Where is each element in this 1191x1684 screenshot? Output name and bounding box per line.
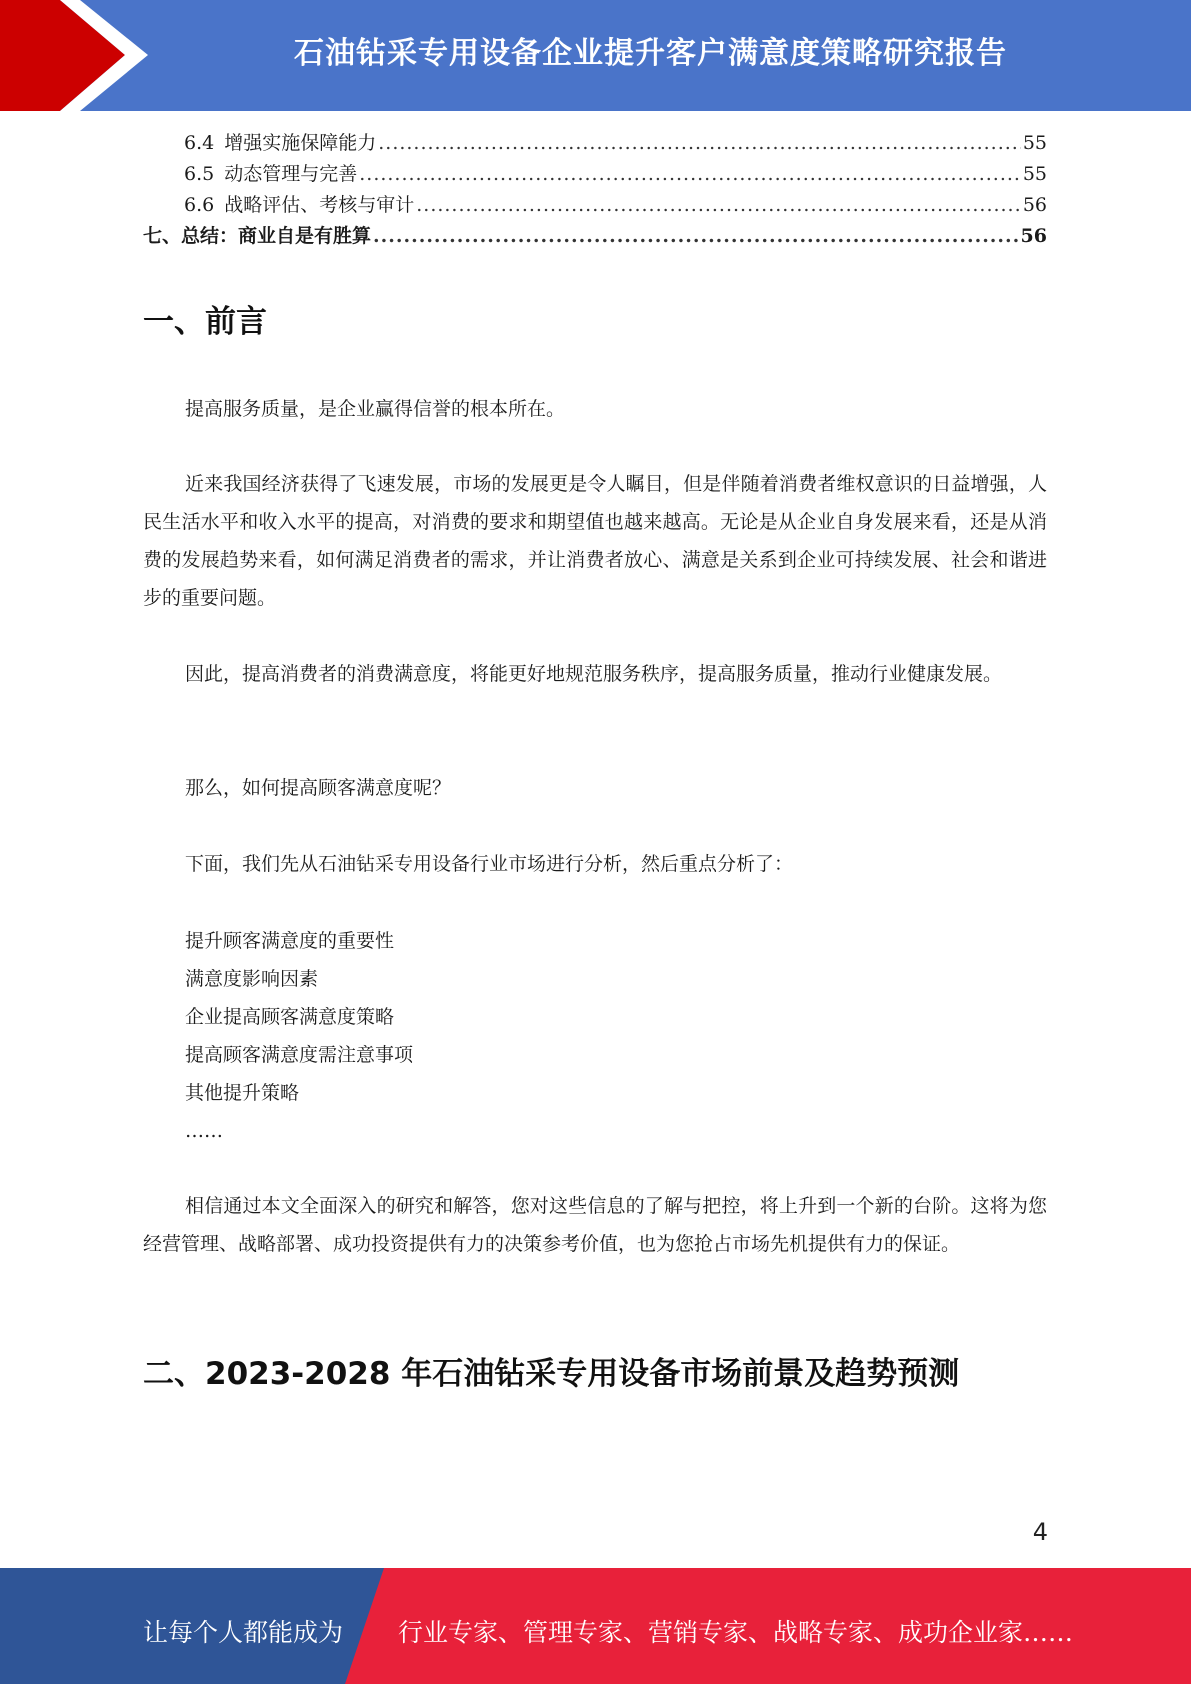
toc-entry[interactable] (143, 159, 1047, 190)
toc-entry-label: 七、总结：商业自是有胜算 (143, 225, 372, 247)
paragraph: 近来我国经济获得了飞速发展，市场的发展更是令人瞩目，但是伴随着消费者维权意识的日益增强，人民生活水平和收入水平的提高，对消费的要求和期望值也越来越高。无论是从企业自身发展来看，还是从消费的发展趋势来看，如何满足消费者的需求，并让消费者放心、满意是关系到企业可持续发展、社会和谐进步的重要问题。 (143, 473, 1047, 609)
section-heading-preface: 一、前言 (143, 304, 267, 340)
toc-leader-dots (378, 128, 1021, 159)
paragraph-closing: 相信通过本文全面深入的研究和解答，您对这些信息的了解与把控，将上升到一个新的台阶。这将为您经营管理、战略部署、成功投资提供有力的决策参考价值，也为您抢占市场先机提供有力的保证。 (143, 1195, 1047, 1255)
footer-banner (0, 1568, 1191, 1684)
toc-entry-label: 战略评估、考核与审计 (224, 194, 415, 216)
toc-entry-chapter[interactable] (143, 221, 1047, 252)
paragraph: 提高服务质量，是企业赢得信誉的根本所在。 (185, 398, 566, 420)
toc-entry-number: 6.5 (184, 163, 215, 185)
toc-leader-dots (373, 221, 1019, 252)
page-number: 4 (1032, 1518, 1048, 1546)
header-banner (0, 0, 1191, 111)
report-title: 石油钻采专用设备企业提升客户满意度策略研究报告 (294, 36, 1007, 71)
header-arrow-icon (0, 0, 170, 111)
toc-entry-number: 6.6 (184, 194, 215, 216)
toc-entry-page: 56 (1020, 225, 1047, 247)
footer-slogan-right: 行业专家、管理专家、营销专家、战略专家、成功企业家…… (398, 1618, 1074, 1647)
toc-entry-number: 6.4 (184, 132, 215, 154)
toc-entry[interactable] (143, 128, 1047, 159)
toc-entry-page: 56 (1022, 194, 1047, 216)
paragraph: 因此，提高消费者的消费满意度，将能更好地规范服务秩序，提高服务质量，推动行业健康发展。 (185, 663, 1003, 685)
toc-entry-page: 55 (1022, 132, 1047, 154)
toc-entry-label: 动态管理与完善 (224, 163, 358, 185)
list-item: 企业提高顾客满意度策略 (185, 1006, 395, 1028)
paragraph: 那么，如何提高顾客满意度呢？ (185, 777, 452, 799)
list-item: 提高顾客满意度需注意事项 (185, 1044, 414, 1066)
toc-entry[interactable] (143, 190, 1047, 221)
toc-entry-page: 55 (1022, 163, 1047, 185)
list-item-ellipsis: …… (185, 1120, 223, 1142)
list-item: 其他提升策略 (185, 1082, 300, 1104)
list-item: 提升顾客满意度的重要性 (185, 930, 395, 952)
section-heading-forecast: 二、2023-2028 年石油钻采专用设备市场前景及趋势预测 (143, 1356, 960, 1392)
toc-leader-dots (359, 159, 1021, 190)
footer-slogan-left: 让每个人都能成为 (143, 1618, 344, 1647)
toc-leader-dots (416, 190, 1021, 221)
paragraph: 下面，我们先从石油钻采专用设备行业市场进行分析，然后重点分析了： (185, 853, 794, 875)
table-of-contents (143, 128, 1047, 252)
topic-list (185, 922, 413, 1150)
list-item: 满意度影响因素 (185, 968, 319, 990)
toc-entry-label: 增强实施保障能力 (224, 132, 377, 154)
